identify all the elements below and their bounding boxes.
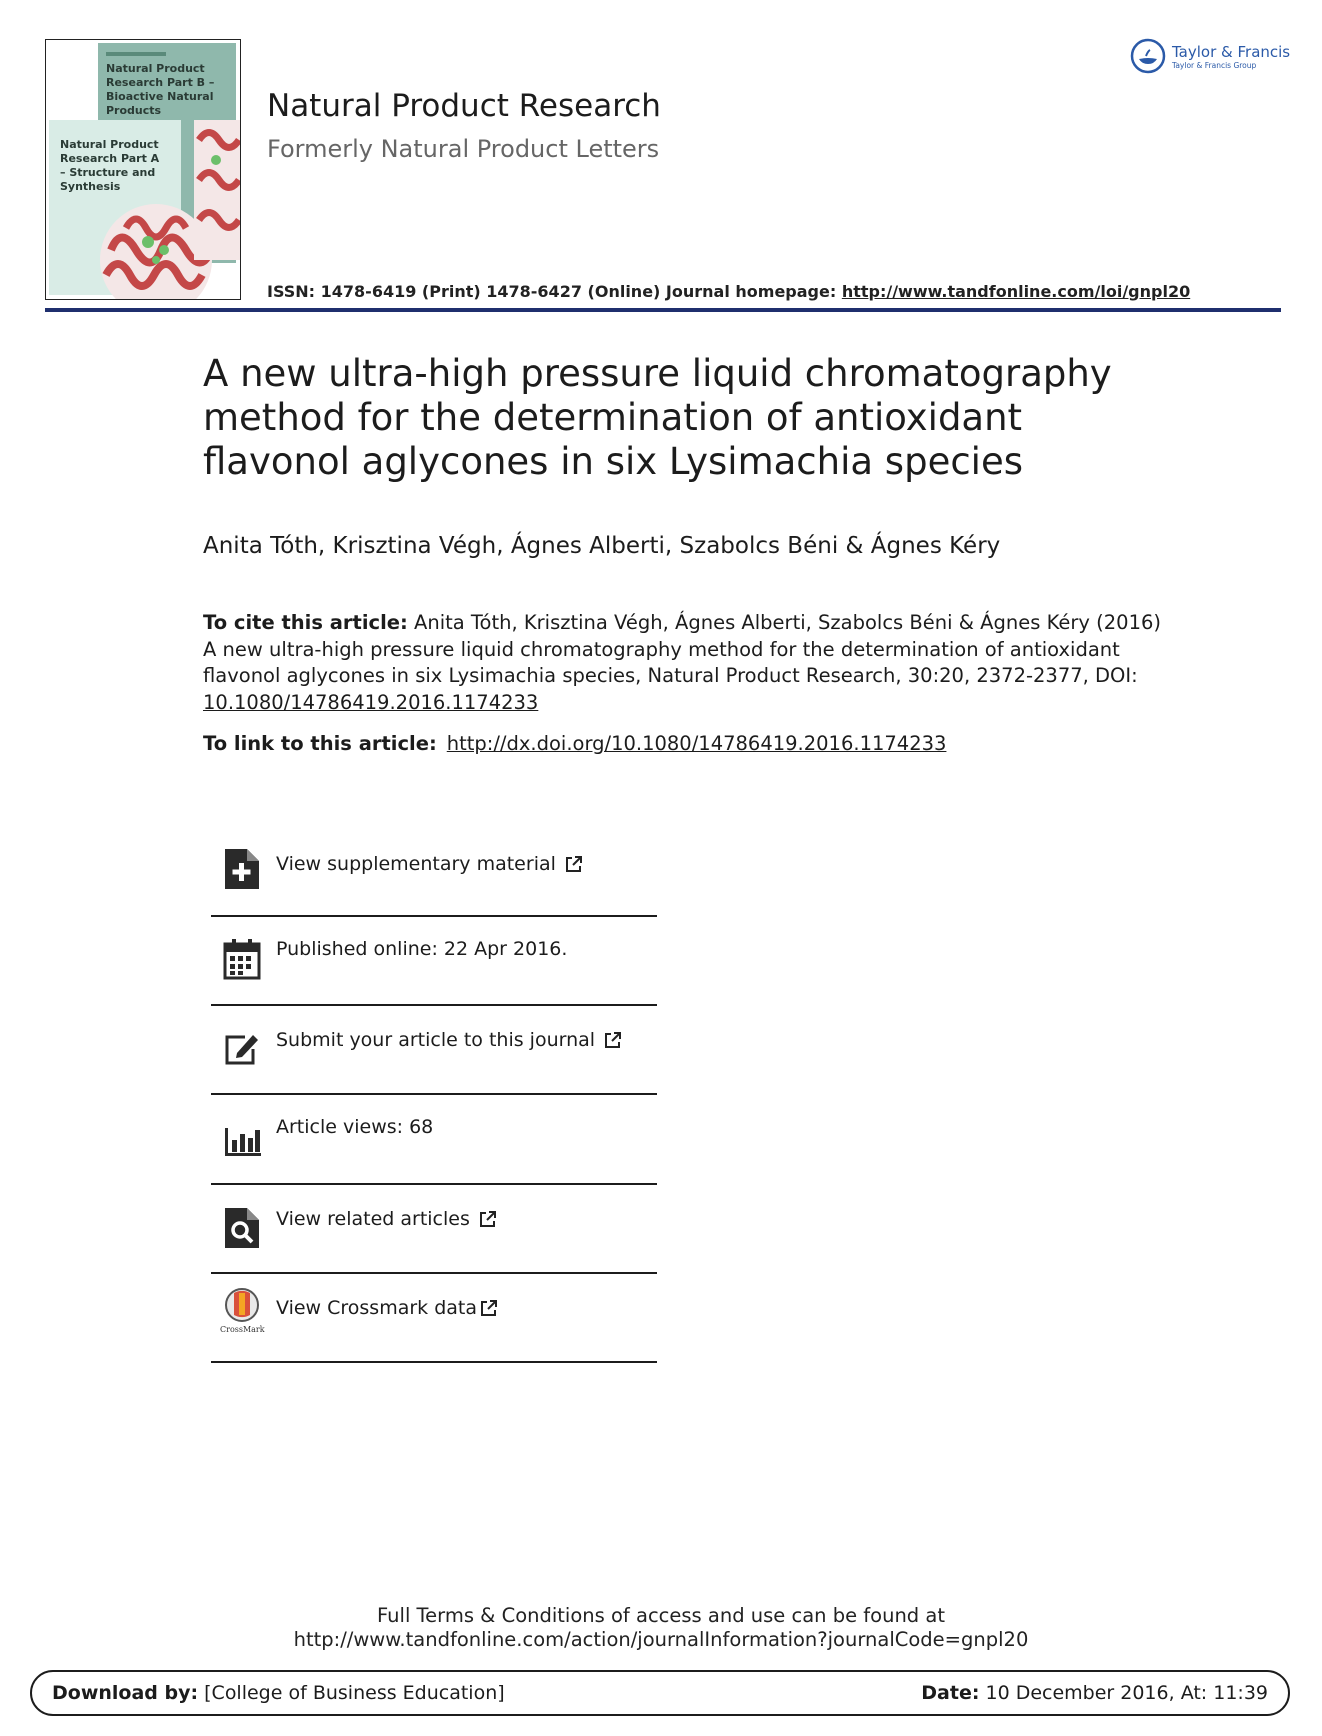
citation-block	[203, 610, 1163, 716]
journal-cover-image	[45, 39, 241, 300]
calendar-icon	[223, 938, 261, 982]
publisher-group: Taylor & Francis Group	[1172, 60, 1257, 70]
journal-subtitle: Formerly Natural Product Letters	[267, 135, 660, 163]
download-info-bar	[30, 1670, 1290, 1716]
submit-label: Submit your article to this journal	[276, 1029, 596, 1051]
citation-label: To cite this article:	[203, 611, 408, 634]
article-title-line: method for the determination of antioxidant	[203, 396, 1023, 439]
journal-title: Natural Product Research	[267, 88, 661, 124]
article-title-line: A new ultra-high pressure liquid chromatography	[203, 352, 1112, 395]
article-views-label: Article views: 68	[276, 1116, 434, 1138]
journal-homepage-link[interactable]: http://www.tandfonline.com/loi/gnpl20	[841, 282, 1191, 301]
supplementary-material-item[interactable]	[211, 825, 657, 913]
header-divider	[45, 308, 1281, 312]
crossmark-icon	[220, 1287, 264, 1339]
cover-back-illustration	[194, 120, 240, 260]
download-by-value: [College of Business Education]	[198, 1682, 505, 1704]
supplementary-label-row	[276, 853, 584, 875]
article-link-line	[203, 732, 946, 755]
article-authors: Anita Tóth, Krisztina Végh, Ágnes Alberti, Szabolcs Béni & Ágnes Kéry	[203, 533, 1001, 559]
terms-line: Full Terms & Conditions of access and use can be found at	[377, 1604, 945, 1627]
external-link-icon	[478, 1209, 498, 1229]
issn-text: ISSN: 1478-6419 (Print) 1478-6427 (Online) Journal homepage:	[267, 282, 842, 301]
crossmark-label: View Crossmark data	[276, 1297, 478, 1319]
article-doi-url[interactable]: http://dx.doi.org/10.1080/14786419.2016.1174233	[446, 732, 947, 755]
publisher-logo[interactable]	[1130, 38, 1290, 74]
download-by	[52, 1682, 505, 1704]
edit-icon	[223, 1027, 261, 1071]
cover-back-title: Natural Product Research Part B – Bioactive Natural Products	[106, 62, 215, 117]
article-views-item	[211, 1094, 657, 1182]
cover-front-title: Natural Product Research Part A – Structure and Synthesis	[60, 138, 160, 193]
download-date-label: Date:	[921, 1682, 980, 1704]
publisher-lamp-icon	[1130, 38, 1166, 74]
article-link-label: To link to this article:	[203, 732, 437, 755]
bar-chart-icon	[223, 1116, 261, 1160]
file-plus-icon	[223, 847, 261, 891]
citation-text: Anita Tóth, Krisztina Végh, Ágnes Alberti, Szabolcs Béni & Ágnes Kéry (2016) A new ultra-high pressure liquid chromatography method for the determination of antioxidant flavonol aglycones in six Lysimachia species, Natural Product Research, 30:20, 2372-2377, DOI:	[203, 611, 1161, 687]
terms-notice	[0, 1604, 1322, 1652]
crossmark-badge-icon	[220, 1287, 264, 1323]
citation-doi-link[interactable]: 10.1080/14786419.2016.1174233	[203, 690, 539, 714]
crossmark-caption: CrossMark	[220, 1325, 265, 1334]
download-by-label: Download by:	[52, 1682, 199, 1704]
supplementary-label: View supplementary material	[276, 853, 556, 875]
download-date	[921, 1682, 1268, 1704]
crossmark-label-row	[276, 1297, 499, 1319]
submit-article-item[interactable]	[211, 1005, 657, 1093]
cover-strip	[106, 52, 166, 56]
issn-line	[267, 282, 1190, 301]
terms-url[interactable]: http://www.tandfonline.com/action/journalInformation?journalCode=gnpl20	[293, 1628, 1029, 1651]
related-label: View related articles	[276, 1208, 470, 1230]
search-file-icon	[223, 1206, 261, 1250]
download-date-value: 10 December 2016, At: 11:39	[979, 1682, 1268, 1704]
publisher-name: Taylor & Francis	[1172, 42, 1291, 61]
article-title-line: flavonol aglycones in six Lysimachia species	[203, 440, 1023, 483]
article-title	[203, 352, 1203, 484]
external-link-icon	[479, 1298, 499, 1318]
external-link-icon	[564, 854, 584, 874]
published-online-item	[211, 916, 657, 1004]
related-label-row	[276, 1208, 498, 1230]
related-articles-item[interactable]	[211, 1184, 657, 1272]
external-link-icon	[603, 1030, 623, 1050]
published-online-label: Published online: 22 Apr 2016.	[276, 938, 568, 960]
item-divider	[211, 1361, 657, 1363]
crossmark-item[interactable]	[211, 1273, 657, 1361]
submit-label-row	[276, 1029, 623, 1051]
